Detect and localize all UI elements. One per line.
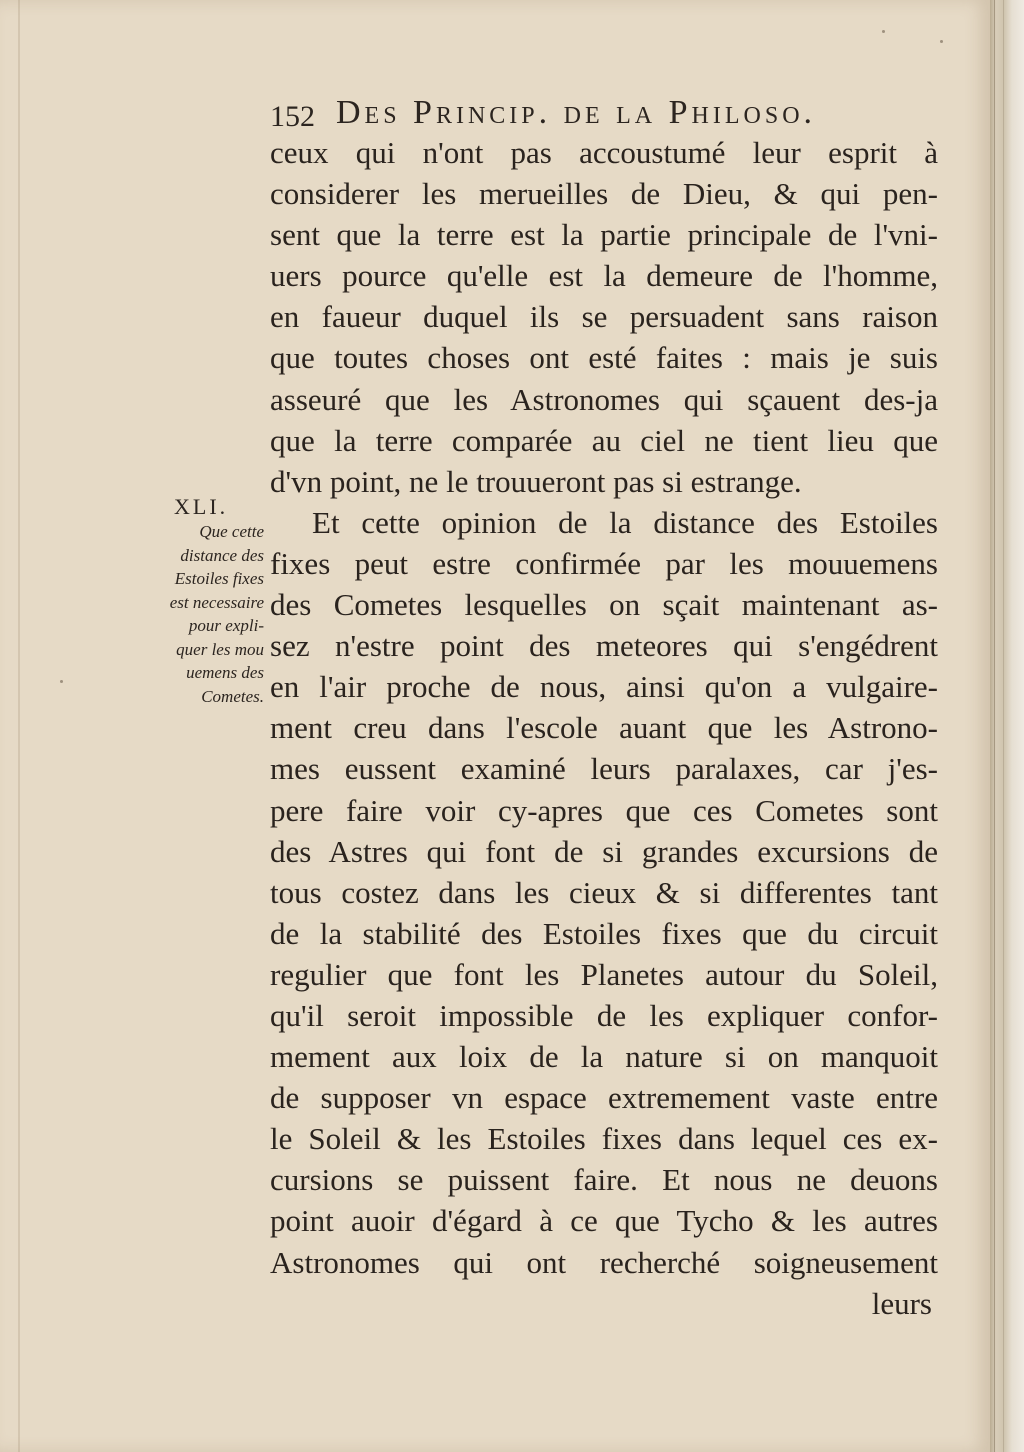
text-line: pere faire voir cy-apres que ces Cometes sont <box>270 792 938 828</box>
text-line: sent que la terre est la partie principale de l'vni- <box>270 217 938 253</box>
marginal-note-line: pour expli- <box>188 616 264 635</box>
paper-speck <box>882 30 885 33</box>
marginal-note-line: quer les mou <box>176 639 264 659</box>
text-line: point auoir d'égard à ce que Tycho & les autres <box>270 1203 938 1239</box>
page-fold-line <box>994 0 995 1452</box>
marginal-note-line: Cometes. <box>201 686 264 706</box>
text-line: asseuré que les Astronomes qui sçauent des-ja <box>270 381 938 417</box>
text-line: de supposer vn espace extremement vaste entre <box>270 1080 938 1116</box>
text-line: le Soleil & les Estoiles fixes dans lequel ces ex- <box>270 1121 938 1157</box>
text-line: sez n'estre point des meteores qui s'engédrent <box>270 628 938 664</box>
text-line: fixes peut estre confirmée par les mouuemens <box>270 545 938 581</box>
paragraph-2 <box>270 502 938 1283</box>
page-left-edge <box>18 0 20 1452</box>
text-line: ment creu dans l'escole auant que les Astrono- <box>270 710 938 746</box>
marginal-article-number: XLI. <box>174 494 229 519</box>
text-line: des Cometes lesquelles on sçait maintenant as- <box>270 587 938 623</box>
marginal-note-line: uemens des <box>186 663 264 682</box>
paper-speck <box>940 40 943 43</box>
text-line: d'vn point, ne le trouueront pas si estrange. <box>270 463 802 499</box>
body-text <box>270 132 938 1324</box>
text-line: que la terre comparée au ciel ne tient lieu que <box>270 422 938 458</box>
marginal-note <box>148 494 264 708</box>
text-line: en l'air proche de nous, ainsi qu'on a vulgaire- <box>270 669 938 705</box>
text-line: que toutes choses ont esté faites : mais je suis <box>270 340 938 376</box>
paper-speck <box>60 680 63 683</box>
text-line: des Astres qui font de si grandes excursions de <box>270 833 938 869</box>
text-line: de la stabilité des Estoiles fixes que du circuit <box>270 915 938 951</box>
marginal-note-line: Que cette <box>199 522 264 541</box>
text-line: en faueur duquel ils se persuadent sans raison <box>270 299 938 335</box>
running-head-title: Des Princip. de la Philoso. <box>336 94 817 131</box>
text-line: cursions se puissent faire. Et nous ne deuons <box>270 1162 938 1198</box>
text-line: Et cette opinion de la distance des Estoiles <box>312 504 938 540</box>
marginal-note-line: Estoiles fixes <box>174 569 264 588</box>
text-line: ceux qui n'ont pas accoustumé leur esprit à <box>270 135 938 170</box>
text-line: mes eussent examiné leurs paralaxes, car j'es- <box>270 751 938 787</box>
next-page-edge <box>990 0 1024 1452</box>
text-line: considerer les merueilles de Dieu, & qui pen- <box>270 176 938 212</box>
page-fold-line <box>1003 0 1004 1452</box>
marginal-note-line: est necessaire <box>169 592 264 612</box>
text-line: regulier que font les Planetes autour du Soleil, <box>270 956 938 992</box>
text-line: uers pource qu'elle est la demeure de l'homme, <box>270 258 938 294</box>
text-line: mement aux loix de la nature si on manquoit <box>270 1039 938 1075</box>
text-line: tous costez dans les cieux & si differentes tant <box>270 874 938 910</box>
catchword: leurs <box>871 1285 932 1321</box>
page-number: 152 <box>270 100 315 133</box>
text-line: Astronomes qui ont recherché soigneusement <box>270 1244 938 1280</box>
paragraph-1 <box>270 132 938 502</box>
marginal-note-line: distance des <box>180 545 264 565</box>
text-line: qu'il seroit impossible de les expliquer confor- <box>270 997 938 1033</box>
